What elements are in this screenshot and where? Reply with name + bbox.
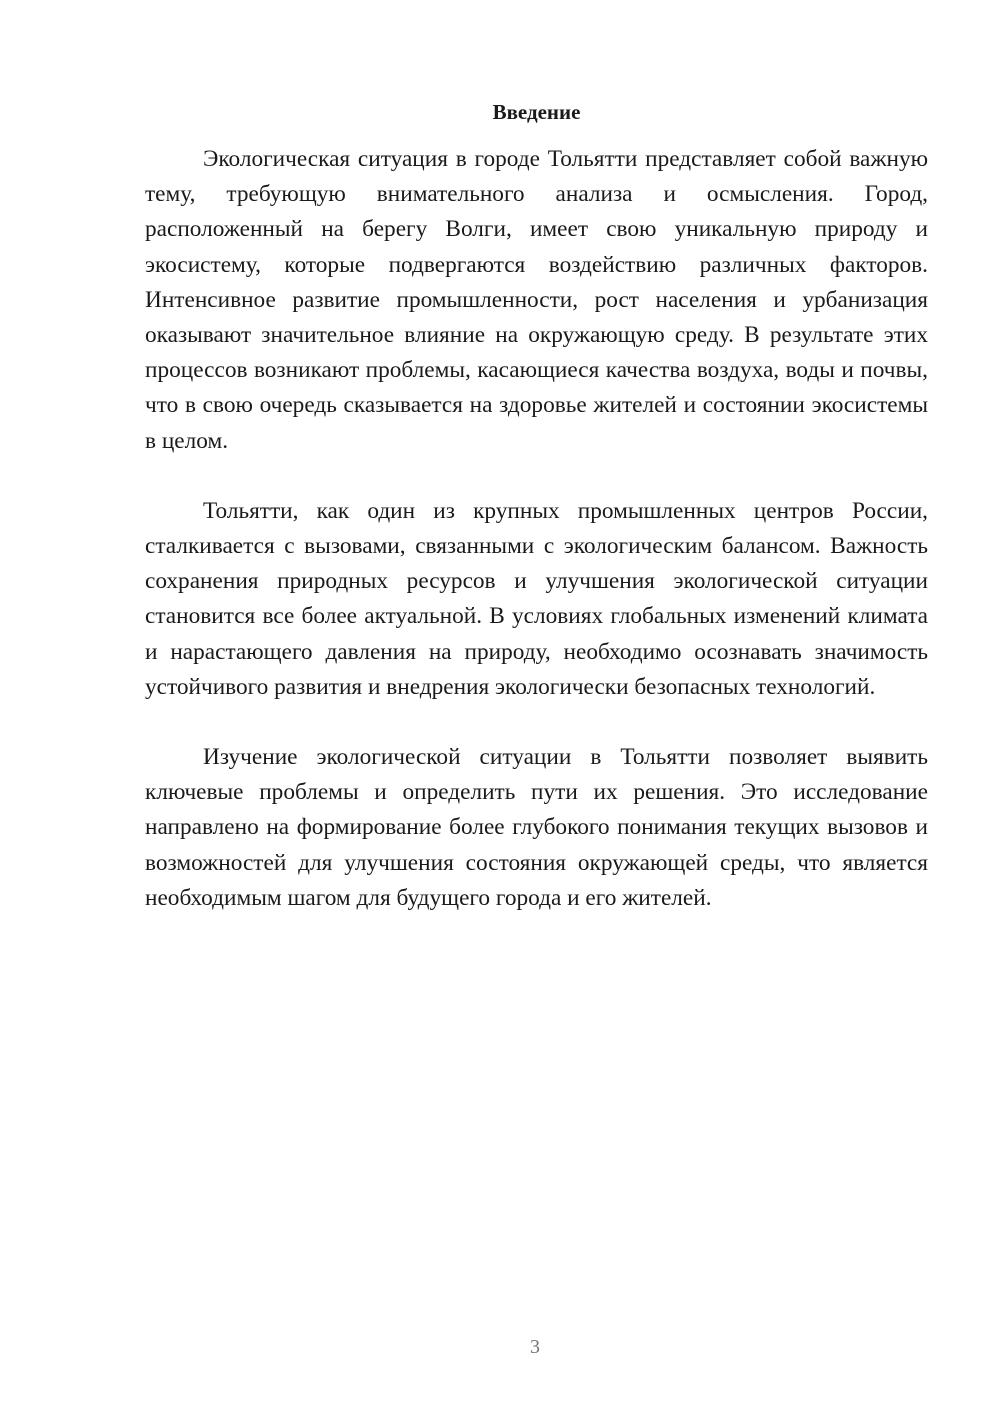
paragraph-1: Экологическая ситуация в городе Тольятти представляет собой важную тему, требующую внимательного анализа и осмысления. Город, расположенный на берегу Волги, имеет свою уникальную природу и экосистему, которые подвергаются воздействию различных факторов. Интенсивное развитие промышленности, рост населения и урбанизация оказывают значительное влияние на окружающую среду. В результате этих процессов возникают проблемы, касающиеся качества воздуха, воды и почвы, что в свою очередь сказывается на здоровье жителей и состоянии экосистемы в целом. <box>145 146 928 454</box>
page-number: 3 <box>530 1336 540 1358</box>
body-text <box>145 142 928 951</box>
paragraph-3: Изучение экологической ситуации в Тольятти позволяет выявить ключевые проблемы и определить пути их решения. Это исследование направлено на формирование более глубокого понимания текущих вызовов и возможностей для улучшения состояния окружающей среды, что является необходимым шагом для будущего города и его жителей. <box>145 744 928 911</box>
paragraph-2: Тольятти, как один из крупных промышленных центров России, сталкивается с вызовами, связанными с экологическим балансом. Важность сохранения природных ресурсов и улучшения экологической ситуации становится все более актуальной. В условиях глобальных изменений климата и нарастающего давления на природу, необходимо осознавать значимость устойчивого развития и внедрения экологически безопасных технологий. <box>145 497 928 700</box>
section-heading: Введение <box>492 100 581 124</box>
